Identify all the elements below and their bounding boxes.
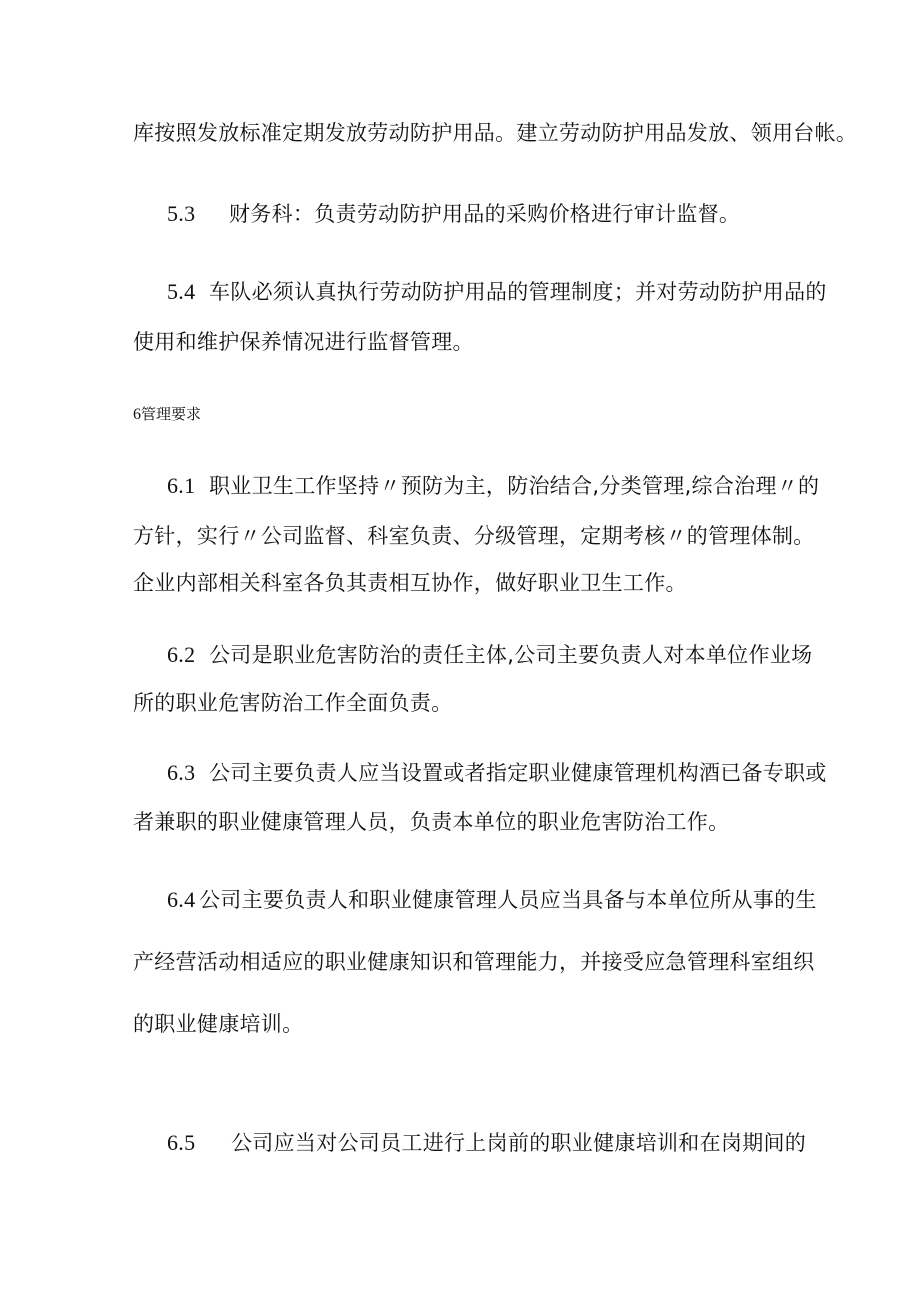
clause-6-2 bbox=[167, 641, 812, 669]
clause-text: 公司是职业危害防治的责任主体,公司主要负责人对本单位作业场 bbox=[209, 643, 813, 667]
paragraph-line-5-2-end bbox=[133, 119, 857, 147]
line-text: 方针，实行〃公司监督、科室负责、分级管理，定期考核〃的管理体制。 bbox=[133, 524, 815, 548]
section-heading-6 bbox=[133, 402, 201, 427]
clause-5-3 bbox=[167, 200, 740, 228]
clause-text: 财务科：负责劳动防护用品的采购价格进行审计监督。 bbox=[229, 202, 741, 226]
clause-number: 6.2 bbox=[167, 642, 196, 667]
clause-number: 6.3 bbox=[167, 760, 196, 785]
line-text: 企业内部相关科室各负其责相互协作，做好职业卫生工作。 bbox=[133, 571, 687, 595]
section-title: 管理要求 bbox=[141, 405, 202, 423]
clause-6-4-continued bbox=[133, 948, 815, 976]
clause-6-2-continued bbox=[133, 689, 453, 717]
line-text: 产经营活动相适应的职业健康知识和管理能力，并接受应急管理科室组织 bbox=[133, 950, 815, 974]
clause-5-4-continued bbox=[133, 328, 474, 356]
clause-number: 5.4 bbox=[167, 279, 196, 304]
clause-number: 6.1 bbox=[167, 473, 196, 498]
clause-6-4 bbox=[167, 886, 817, 914]
clause-number: 6.4 bbox=[167, 887, 196, 912]
clause-6-1 bbox=[167, 472, 819, 500]
section-number: 6 bbox=[133, 406, 141, 423]
clause-number: 5.3 bbox=[167, 201, 196, 226]
clause-text: 职业卫生工作坚持〃预防为主，防治结合,分类管理,综合治理〃的 bbox=[209, 474, 820, 498]
line-text: 库按照发放标准定期发放劳动防护用品。建立劳动防护用品发放、领用台帐。 bbox=[133, 121, 858, 145]
line-text: 所的职业危害防治工作全面负责。 bbox=[133, 691, 453, 715]
clause-6-3-continued bbox=[133, 808, 729, 836]
line-text: 的职业健康培训。 bbox=[133, 1012, 304, 1036]
clause-number: 6.5 bbox=[167, 1130, 196, 1155]
clause-text: 公司应当对公司员工进行上岗前的职业健康培训和在岗期间的 bbox=[231, 1131, 807, 1155]
clause-6-3 bbox=[167, 759, 827, 787]
clause-5-4 bbox=[167, 278, 827, 306]
line-text: 使用和维护保养情况进行监督管理。 bbox=[133, 330, 474, 354]
clause-6-1-continued bbox=[133, 522, 815, 550]
clause-6-1-continued bbox=[133, 569, 687, 597]
line-text: 者兼职的职业健康管理人员，负责本单位的职业危害防治工作。 bbox=[133, 810, 730, 834]
clause-6-4-continued bbox=[133, 1010, 303, 1038]
clause-text: 车队必须认真执行劳动防护用品的管理制度；并对劳动防护用品的 bbox=[209, 280, 827, 304]
clause-6-5 bbox=[167, 1129, 806, 1157]
clause-text: 公司主要负责人应当设置或者指定职业健康管理机构酒已备专职或 bbox=[209, 761, 827, 785]
clause-text: 公司主要负责人和职业健康管理人员应当具备与本单位所从事的生 bbox=[199, 888, 817, 912]
